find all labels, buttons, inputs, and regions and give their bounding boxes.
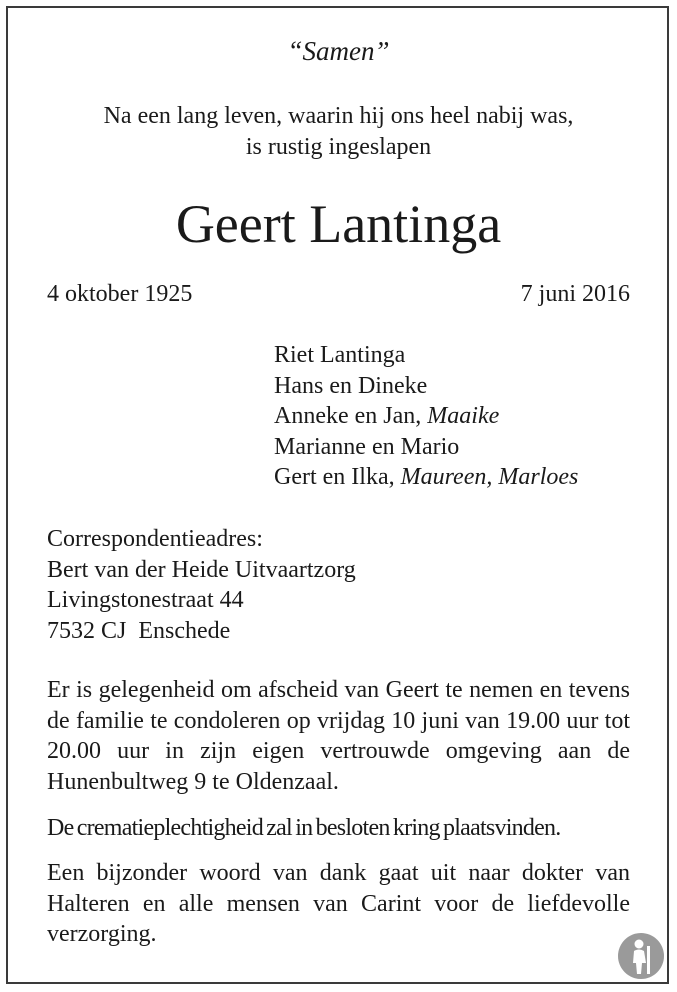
family-list [274, 340, 578, 493]
address-line: Livingstonestraat 44 [47, 587, 244, 613]
condolence-paragraph: Er is gelegenheid om afscheid van Geert te nemen en tevens de familie te condoleren op vrijdag 10 juni van 19.00 uur tot 20.00 uur in zijn eigen vertrouwde omgeving aan de Hunenbultweg 9 te Oldenzaal. [47, 677, 630, 795]
family-member: Gert en Ilka, Maureen, Marloes [274, 464, 579, 490]
correspondence-address [47, 524, 356, 646]
birth-date: 4 oktober 1925 [47, 281, 193, 307]
intro-text [0, 101, 677, 163]
family-member: Marianne en Mario [274, 433, 460, 460]
thanks-paragraph: Een bijzonder woord van dank gaat uit naar dokter van Halteren en alle mensen van Carint voor de liefdevolle verzorging. [47, 860, 630, 947]
motto: “Samen” [287, 36, 390, 66]
deceased-name: Geert Lantinga [175, 194, 502, 254]
family-member: Hans en Dineke [274, 372, 428, 399]
address-line: Bert van der Heide Uitvaartzorg [47, 556, 356, 583]
cremation-paragraph: De crematieplechtigheid zal in besloten kring plaatsvinden. [47, 815, 561, 841]
intro-line-1: Na een lang leven, waarin hij ons heel nabij was, [103, 103, 574, 129]
intro-line-2: is rustig ingeslapen [245, 134, 432, 160]
address-line: 7532 CJ Enschede [47, 617, 231, 644]
family-member: Anneke en Jan, Maaike [274, 403, 500, 429]
memorial-figure-icon [617, 932, 665, 980]
family-children: Maaike [427, 403, 500, 429]
address-label: Correspondentieadres: [47, 526, 263, 552]
family-children: Maureen, Marloes [400, 464, 579, 490]
family-member: Riet Lantinga [274, 342, 406, 368]
death-date: 7 juni 2016 [520, 281, 630, 307]
